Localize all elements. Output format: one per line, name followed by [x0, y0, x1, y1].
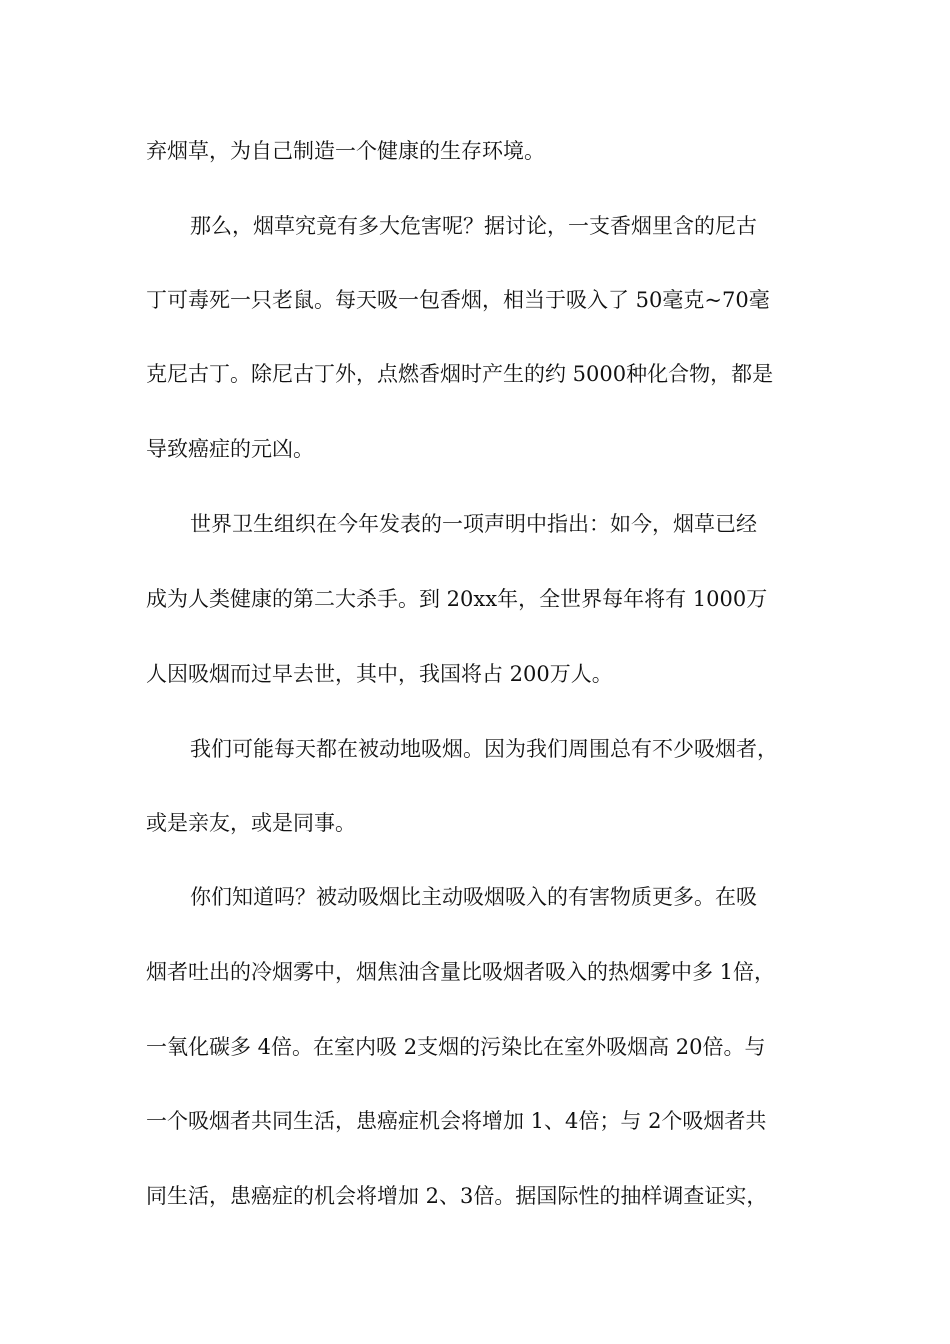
text-line: 或是亲友，或是同事。 [146, 811, 356, 835]
text-line: 你们知道吗？被动吸烟比主动吸烟吸入的有害物质更多。在吸 [190, 885, 757, 909]
text-line: 烟者吐出的冷烟雾中，烟焦油含量比吸烟者吸入的热烟雾中多 1倍， [146, 960, 776, 984]
text-line: 丁可毒死一只老鼠。每天吸一包香烟，相当于吸入了 50毫克~70毫 [146, 288, 770, 312]
text-line: 同生活，患癌症的机会将增加 2、3倍。据国际性的抽样调查证实， [146, 1184, 768, 1208]
text-line: 一氧化碳多 4倍。在室内吸 2支烟的污染比在室外吸烟高 20倍。与 [146, 1035, 766, 1059]
text-line: 那么，烟草究竟有多大危害呢？据讨论，一支香烟里含的尼古 [190, 214, 757, 238]
text-line: 弃烟草，为自己制造一个健康的生存环境。 [146, 139, 545, 163]
text-line: 克尼古丁。除尼古丁外，点燃香烟时产生的约 5000种化合物，都是 [146, 362, 774, 386]
text-line: 一个吸烟者共同生活，患癌症机会将增加 1、4倍；与 2个吸烟者共 [146, 1109, 767, 1133]
text-line: 导致癌症的元凶。 [146, 437, 314, 461]
text-line: 成为人类健康的第二大杀手。到 20xx年，全世界每年将有 1000万 [146, 587, 768, 611]
text-line: 世界卫生组织在今年发表的一项声明中指出：如今，烟草已经 [190, 512, 757, 536]
text-line: 我们可能每天都在被动地吸烟。因为我们周围总有不少吸烟者， [190, 737, 778, 761]
text-line: 人因吸烟而过早去世，其中，我国将占 200万人。 [146, 662, 613, 686]
